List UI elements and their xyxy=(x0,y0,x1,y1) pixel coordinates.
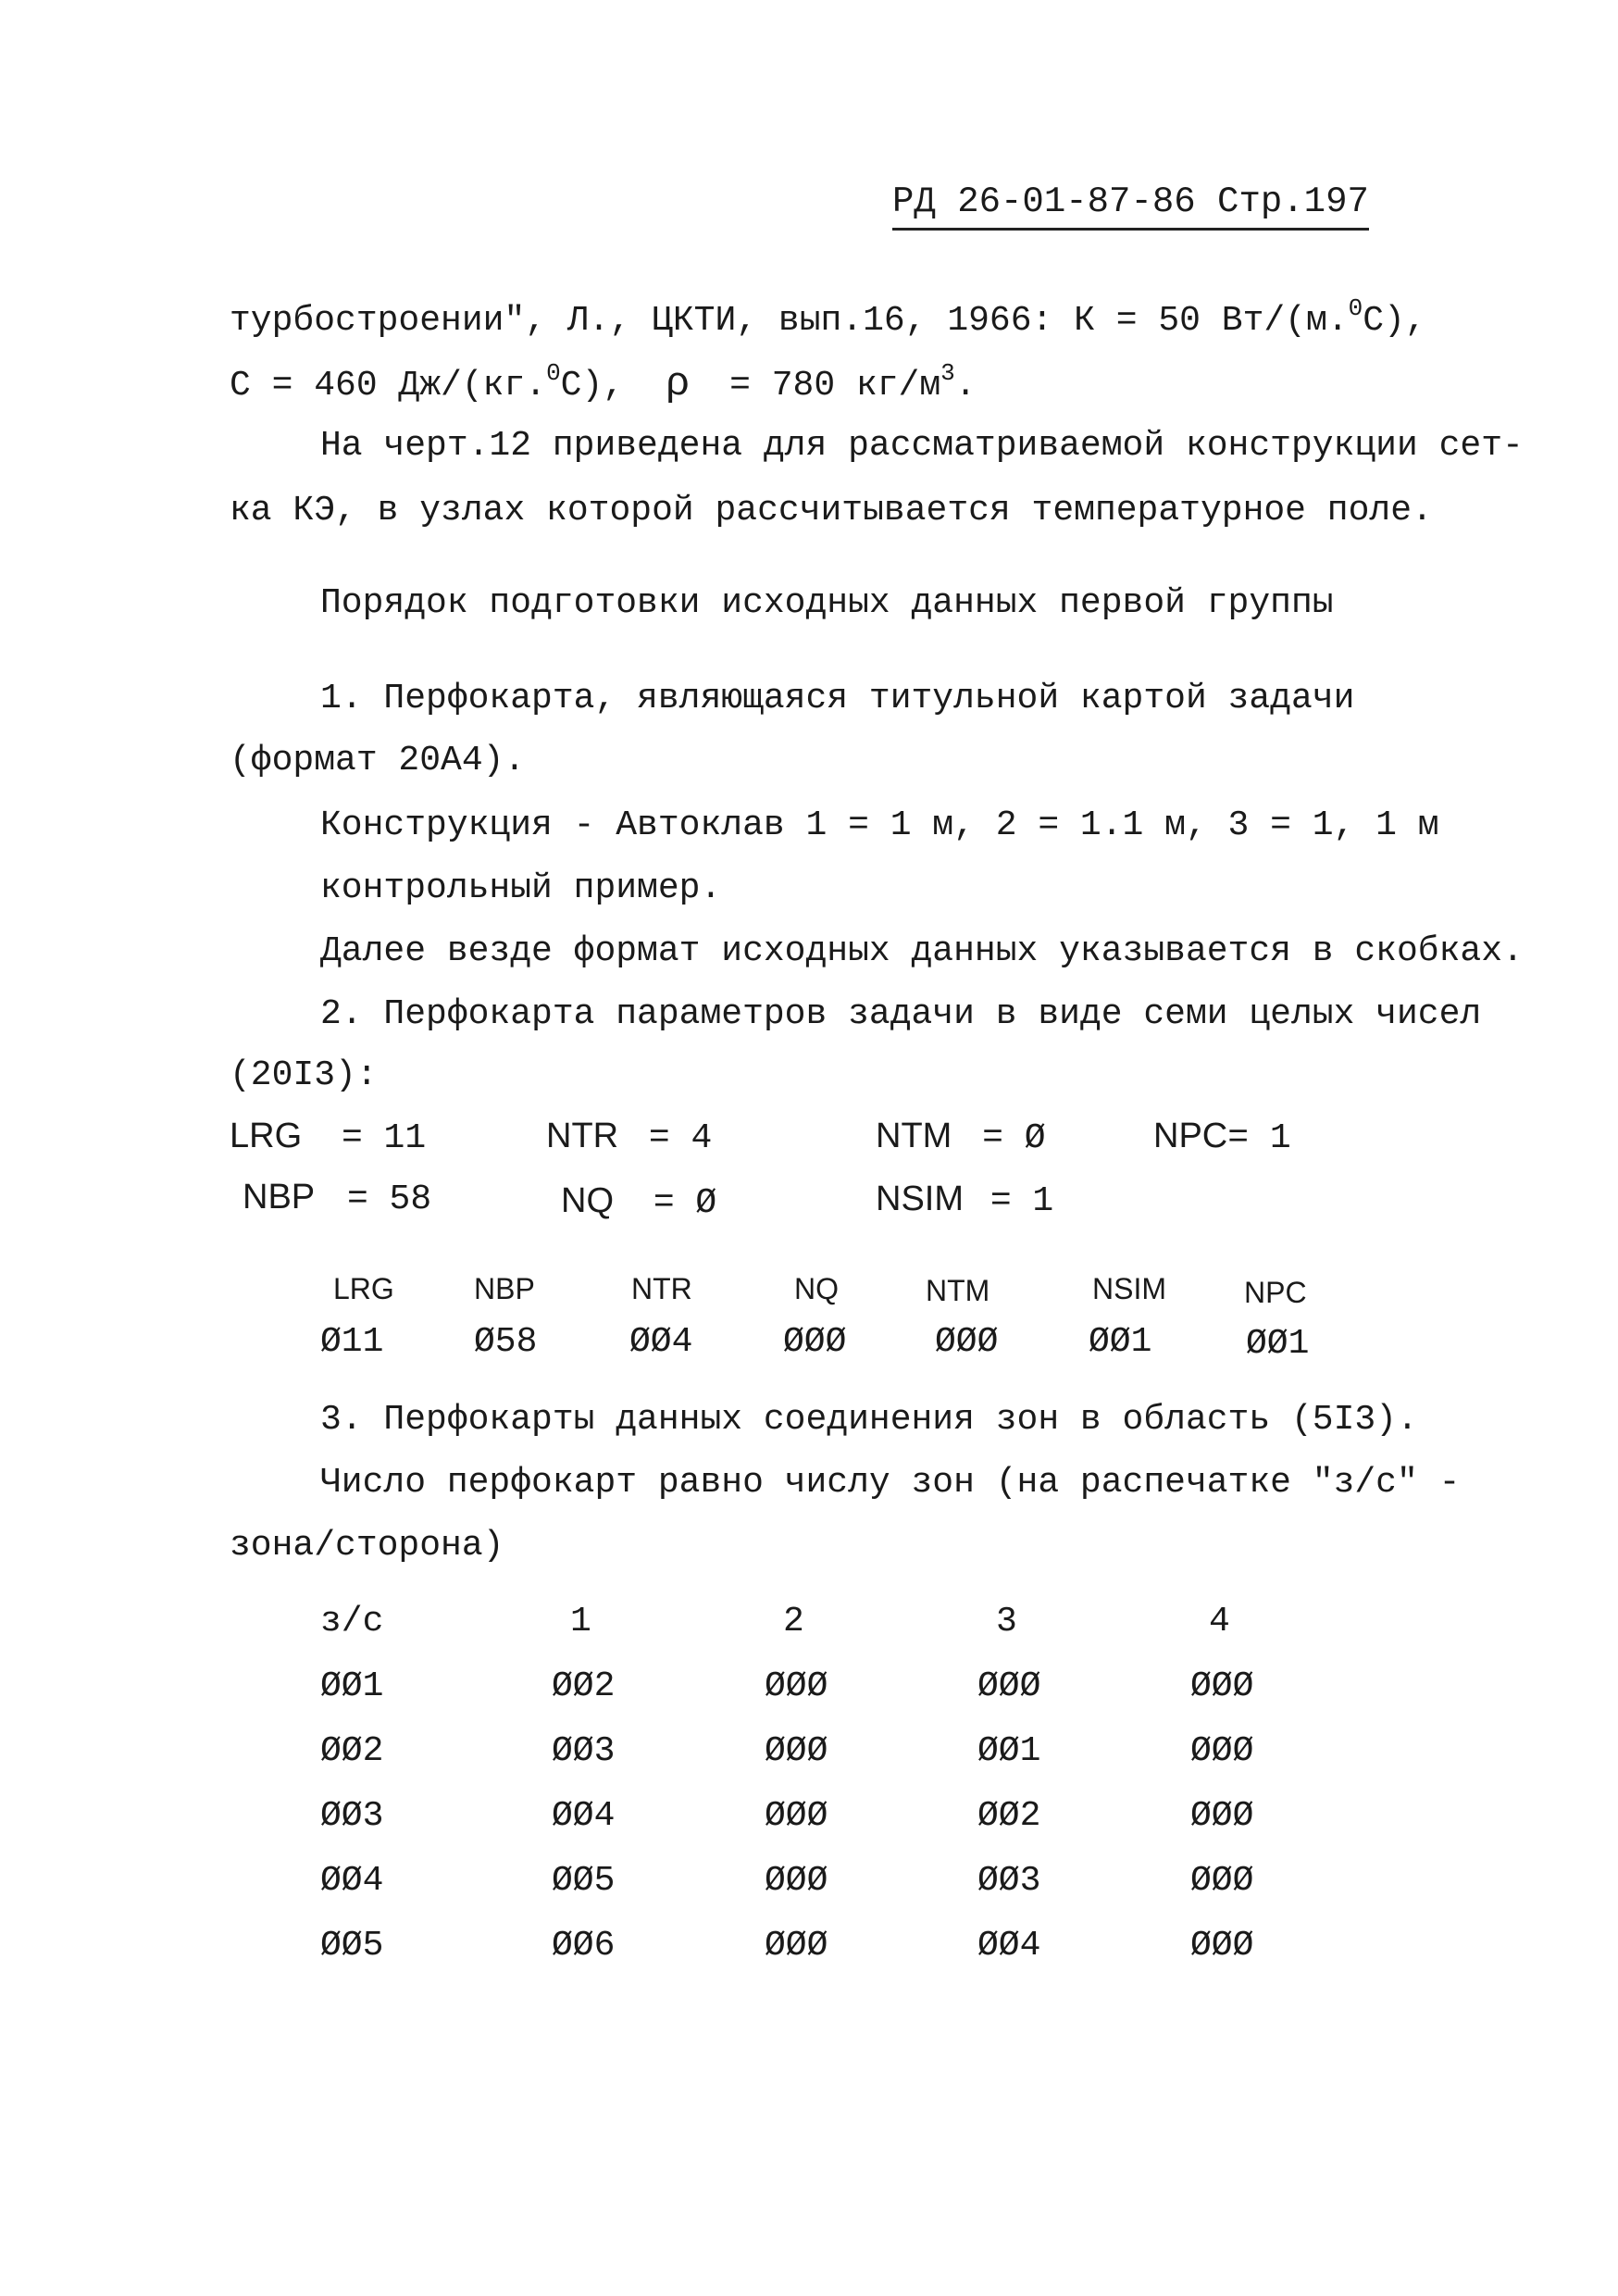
zone-header: 3 xyxy=(996,1602,1017,1641)
card-value: ØØ1 xyxy=(1246,1324,1310,1364)
zone-cell: ØØ3 xyxy=(320,1796,384,1836)
zone-cell: ØØØ xyxy=(765,1926,828,1965)
page-header: РД 26-01-87-86 Стр.197 xyxy=(892,181,1369,231)
para1-line1-text: турбостроении", Л., ЦКТИ, вып.16, 1966: К = 50 Вт/(м. xyxy=(230,301,1349,341)
zone-cell: ØØØ xyxy=(765,1861,828,1901)
card-header: NPC xyxy=(1244,1276,1307,1309)
para1-line1-end: С), xyxy=(1363,301,1426,341)
card-header: NSIM xyxy=(1092,1272,1166,1305)
param-name: NSIM xyxy=(876,1179,964,1218)
param-value: = 58 xyxy=(346,1179,432,1219)
param-ntr xyxy=(546,1117,712,1158)
section-title: Порядок подготовки исходных данных первой группы xyxy=(320,583,1334,623)
param-value: = 1 xyxy=(989,1181,1054,1221)
card-value: ØØ4 xyxy=(629,1322,693,1362)
zone-cell: ØØØ xyxy=(977,1666,1041,1706)
para1-line2-b: С), xyxy=(560,366,625,406)
card-header: LRG xyxy=(333,1272,394,1305)
param-name: NQ xyxy=(561,1181,614,1220)
item3-line1: 3. Перфокарты данных соединения зон в область (5I3). xyxy=(320,1400,1418,1440)
zone-cell: ØØØ xyxy=(1190,1861,1254,1901)
cube-superscript: 3 xyxy=(940,359,955,387)
para2-line1: На черт.12 приведена для рассматриваемой конструкции сет- xyxy=(320,426,1524,466)
zone-cell: ØØØ xyxy=(1190,1926,1254,1965)
zone-cell: ØØ5 xyxy=(320,1926,384,1965)
param-nq xyxy=(561,1181,716,1223)
param-value: = 4 xyxy=(648,1118,713,1158)
para2-line2: ка КЭ, в узлах которой рассчитывается температурное поле. xyxy=(230,491,1433,530)
zone-cell: ØØØ xyxy=(1190,1666,1254,1706)
zone-cell: ØØ6 xyxy=(552,1926,616,1965)
card-header: NTM xyxy=(926,1274,990,1307)
item1-line2: (формат 20А4). xyxy=(230,741,526,780)
item1-line1: 1. Перфокарта, являющаяся титульной картой задачи xyxy=(320,679,1355,718)
zone-cell: ØØ2 xyxy=(977,1796,1041,1836)
param-value: = 11 xyxy=(341,1118,427,1158)
zone-cell: ØØ5 xyxy=(552,1861,616,1901)
item1-line3: Конструкция - Автоклав 1 = 1 м, 2 = 1.1 м, 3 = 1, 1 м xyxy=(320,805,1439,845)
item1-line5: Далее везде формат исходных данных указывается в скобках. xyxy=(320,931,1524,971)
param-name: NTR xyxy=(546,1117,619,1155)
zone-cell: ØØ3 xyxy=(977,1861,1041,1901)
zone-cell: ØØØ xyxy=(1190,1796,1254,1836)
param-name: NBP xyxy=(243,1178,316,1217)
zone-header: 1 xyxy=(570,1602,591,1641)
param-nbp xyxy=(243,1178,431,1219)
para1-line2-end: . xyxy=(954,366,977,406)
param-name: NTM xyxy=(876,1117,952,1155)
param-nsim xyxy=(876,1179,1053,1221)
item3-line3: зона/сторона) xyxy=(230,1526,504,1566)
zone-cell: ØØØ xyxy=(765,1731,828,1771)
para1-line2 xyxy=(230,359,977,407)
param-name: NPC xyxy=(1153,1117,1228,1155)
zone-cell: ØØ2 xyxy=(320,1731,384,1771)
card-header: NTR xyxy=(631,1272,692,1305)
card-value: Ø58 xyxy=(474,1322,538,1362)
card-value: ØØ1 xyxy=(1089,1322,1152,1362)
card-value: Ø11 xyxy=(320,1322,384,1362)
zone-header: з/с xyxy=(320,1602,384,1641)
zone-cell: ØØ4 xyxy=(977,1926,1041,1965)
zone-cell: ØØ4 xyxy=(552,1796,616,1836)
param-value: = 1 xyxy=(1227,1118,1291,1158)
card-header: NQ xyxy=(794,1272,839,1305)
item1-line4: контрольный пример. xyxy=(320,868,722,908)
zone-header: 4 xyxy=(1209,1602,1230,1641)
item2-line1: 2. Перфокарта параметров задачи в виде семи целых чисел xyxy=(320,994,1482,1034)
zone-cell: ØØØ xyxy=(765,1796,828,1836)
param-value: = Ø xyxy=(653,1183,717,1223)
para1-line2-c: = 780 кг/м xyxy=(729,366,941,406)
card-header: NBP xyxy=(474,1272,535,1305)
para1-line1 xyxy=(230,294,1426,341)
param-value: = Ø xyxy=(982,1118,1046,1158)
card-value: ØØØ xyxy=(935,1322,999,1362)
rho-symbol: ρ xyxy=(665,361,691,407)
card-value: ØØØ xyxy=(783,1322,847,1362)
zone-cell: ØØ2 xyxy=(552,1666,616,1706)
param-lrg xyxy=(230,1117,426,1158)
zone-cell: ØØ4 xyxy=(320,1861,384,1901)
item3-line2: Число перфокарт равно числу зон (на распечатке "з/с" - xyxy=(320,1463,1461,1503)
param-ntm xyxy=(876,1117,1046,1158)
zone-header: 2 xyxy=(783,1602,804,1641)
param-name: LRG xyxy=(230,1117,303,1155)
zone-cell: ØØØ xyxy=(765,1666,828,1706)
degree-mark: 0 xyxy=(1348,294,1363,322)
zone-cell: ØØØ xyxy=(1190,1731,1254,1771)
zone-cell: ØØ3 xyxy=(552,1731,616,1771)
item2-line2: (20I3): xyxy=(230,1055,378,1095)
para1-line2-a: С = 460 Дж/(кг. xyxy=(230,366,547,406)
zone-cell: ØØ1 xyxy=(320,1666,384,1706)
degree-mark: 0 xyxy=(546,359,561,387)
param-npc xyxy=(1153,1117,1291,1158)
zone-cell: ØØ1 xyxy=(977,1731,1041,1771)
